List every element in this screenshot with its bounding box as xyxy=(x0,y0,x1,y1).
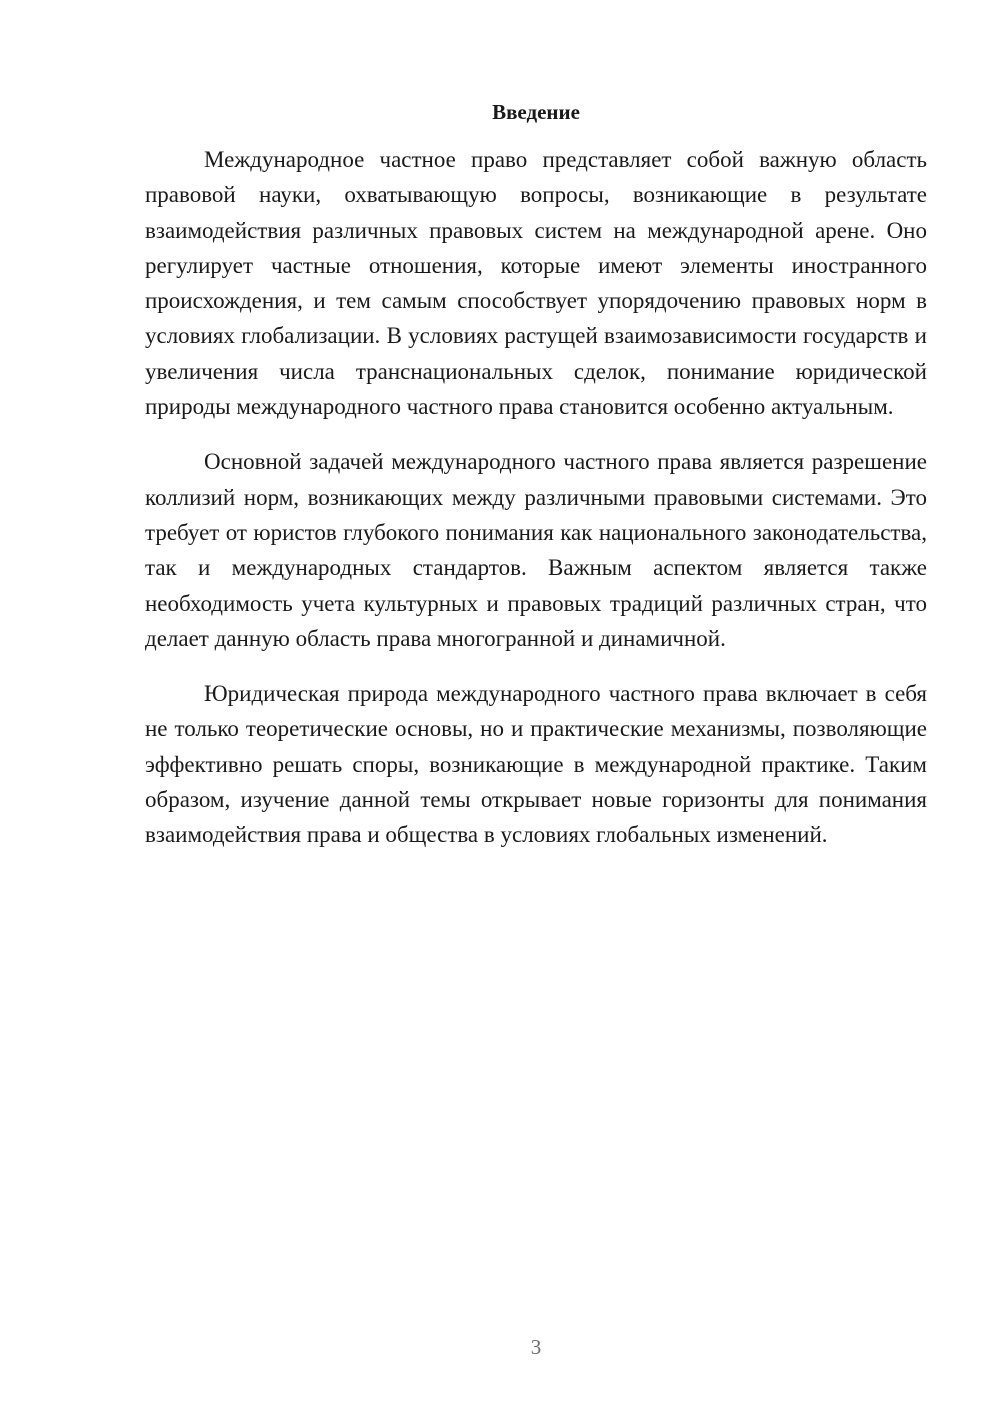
paragraph-3: Юридическая природа международного частного права включает в себя не только теоретические основы, но и практические механизмы, позволяющие эффективно решать споры, возникающие в международной практике. Таким образом, изучение данной темы открывает новые горизонты для понимания взаимодействия права и общества в условиях глобальных изменений. xyxy=(145,681,927,848)
section-heading: Введение xyxy=(492,100,580,124)
page-number: 3 xyxy=(530,1335,542,1359)
paragraph-2: Основной задачей международного частного права является разрешение коллизий норм, возникающих между различными правовыми системами. Это требует от юристов глубокого понимания как национального законодательства, так и международных стандартов. Важным аспектом является также необходимость учета культурных и правовых традиций различных стран, что делает данную область права многогранной и динамичной. xyxy=(145,449,927,651)
body-text xyxy=(145,142,927,873)
paragraph-1: Международное частное право представляет собой важную область правовой науки, охватывающую вопросы, возникающие в результате взаимодействия различных правовых систем на международной арене. Оно регулирует частные отношения, которые имеют элементы иностранного происхождения, и тем самым способствует упорядочению правовых норм в условиях глобализации. В условиях растущей взаимозависимости государств и увеличения числа транснациональных сделок, понимание юридической природы международного частного права становится особенно актуальным. xyxy=(145,147,927,420)
